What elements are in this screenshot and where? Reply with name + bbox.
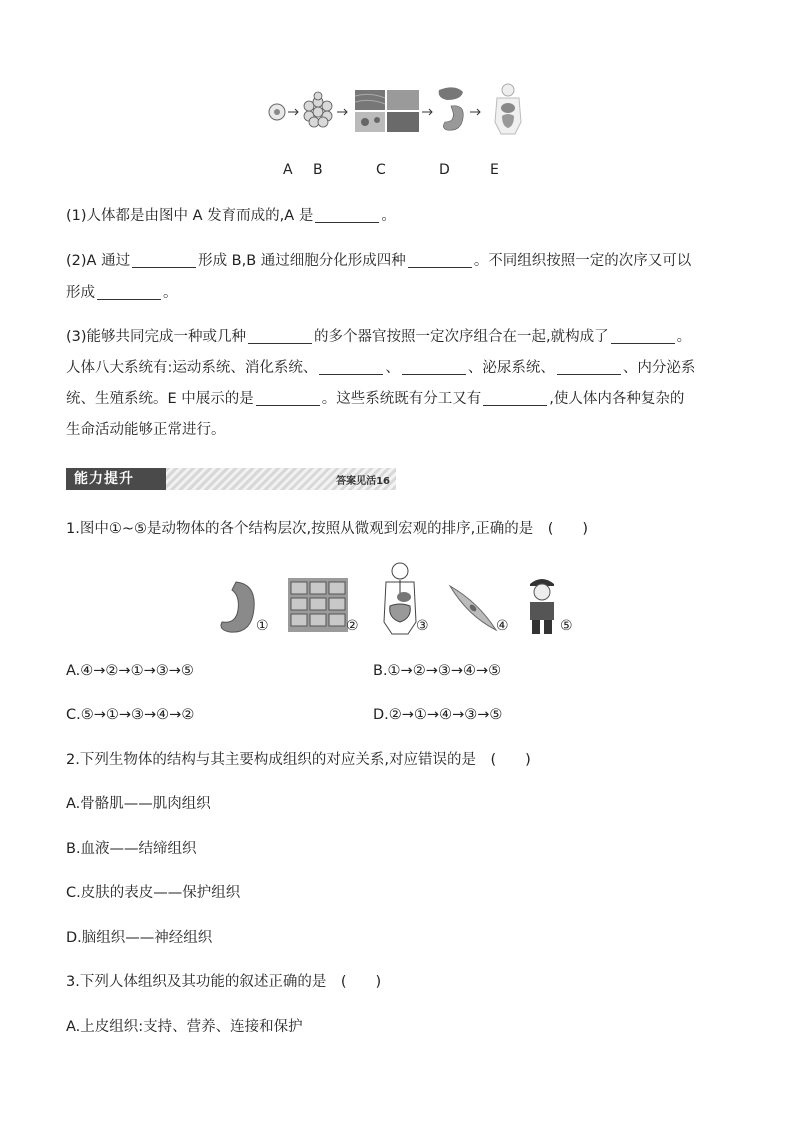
figure-label-a: A xyxy=(283,162,293,178)
figure-label-c: C xyxy=(376,162,386,178)
intro-q3-line1 xyxy=(66,322,691,352)
q1-option-a[interactable]: A.④→②→①→③→⑤ xyxy=(66,663,194,679)
q1-option-c[interactable]: C.⑤→①→③→④→② xyxy=(66,707,195,723)
intro-q3-line2 xyxy=(66,353,695,383)
answer-blank[interactable] xyxy=(132,251,196,268)
text: 、 xyxy=(385,360,400,376)
text: ,使人体内各种复杂的 xyxy=(549,391,685,407)
section-title: 能力提升 xyxy=(66,468,166,490)
text: 人体八大系统有:运动系统、消化系统、 xyxy=(66,360,318,376)
answer-blank[interactable] xyxy=(611,327,675,344)
text: 形成 B,B 通过细胞分化形成四种 xyxy=(198,253,406,269)
text: 生命活动能够正常进行。 xyxy=(66,422,226,438)
text: 。 xyxy=(676,329,692,345)
answer-reference: 答案见活16 xyxy=(336,476,390,487)
q1-option-d[interactable]: D.②→①→④→③→⑤ xyxy=(373,707,503,723)
person-icon xyxy=(524,574,560,636)
text: (2)A 通过 xyxy=(66,253,131,269)
q3-stem: 3.下列人体组织及其功能的叙述正确的是 ( ) xyxy=(66,974,382,990)
development-figure xyxy=(265,82,535,137)
answer-blank[interactable] xyxy=(402,358,466,375)
figure-label-e: E xyxy=(490,162,499,178)
intro-q3-line3 xyxy=(66,384,684,414)
text: 。这些系统既有分工又有 xyxy=(321,391,482,407)
q1-stem: 1.图中①~⑤是动物体的各个结构层次,按照从微观到宏观的排序,正确的是 ( ) xyxy=(66,521,589,537)
text: 。 xyxy=(163,285,178,301)
answer-blank[interactable] xyxy=(248,327,312,344)
figure-num-4: ④ xyxy=(496,618,509,634)
answer-blank[interactable] xyxy=(97,283,161,300)
answer-blank[interactable] xyxy=(408,251,472,268)
figure-label-b: B xyxy=(313,162,323,178)
q2-stem: 2.下列生物体的结构与其主要构成组织的对应关系,对应错误的是 ( ) xyxy=(66,752,531,768)
text: 。不同组织按照一定的次序又可以 xyxy=(473,253,692,269)
q1-option-b[interactable]: B.①→②→③→④→⑤ xyxy=(373,663,502,679)
q2-option-a[interactable]: A.骨骼肌——肌肉组织 xyxy=(66,796,211,812)
text: 。 xyxy=(381,208,396,224)
answer-blank[interactable] xyxy=(557,358,621,375)
banner-stripes xyxy=(166,468,396,490)
answer-blank[interactable] xyxy=(256,389,320,406)
answer-blank[interactable] xyxy=(319,358,383,375)
q2-option-b[interactable]: B.血液——结缔组织 xyxy=(66,841,197,857)
intro-q1 xyxy=(66,201,396,231)
q1-figure xyxy=(210,562,590,638)
text: (1)人体都是由图中 A 发育而成的,A 是 xyxy=(66,208,314,224)
answer-blank[interactable] xyxy=(315,206,379,223)
intro-q3-line4 xyxy=(66,415,226,445)
muscle-cell-icon xyxy=(448,582,498,634)
development-figure-svg xyxy=(265,82,535,137)
tissue-icon xyxy=(288,578,348,632)
text: 、内分泌系 xyxy=(622,360,696,376)
text: 统、生殖系统。E 中展示的是 xyxy=(66,391,254,407)
text: 的多个器官按照一定次序组合在一起,就构成了 xyxy=(314,329,609,345)
section-banner xyxy=(66,468,396,490)
q3-option-a[interactable]: A.上皮组织:支持、营养、连接和保护 xyxy=(66,1019,303,1035)
intro-q2-line1 xyxy=(66,246,691,276)
text: 、泌尿系统、 xyxy=(467,360,555,376)
figure-num-3: ③ xyxy=(416,618,429,634)
figure-num-5: ⑤ xyxy=(560,618,573,634)
q2-option-c[interactable]: C.皮肤的表皮——保护组织 xyxy=(66,885,241,901)
intro-q2-line2 xyxy=(66,278,178,308)
text: 形成 xyxy=(66,285,95,301)
figure-label-d: D xyxy=(439,162,450,178)
q2-option-d[interactable]: D.脑组织——神经组织 xyxy=(66,930,213,946)
answer-blank[interactable] xyxy=(483,389,547,406)
text: (3)能够共同完成一种或几种 xyxy=(66,329,247,345)
figure-num-1: ① xyxy=(256,618,269,634)
stomach-icon xyxy=(216,580,260,636)
figure-num-2: ② xyxy=(346,618,359,634)
